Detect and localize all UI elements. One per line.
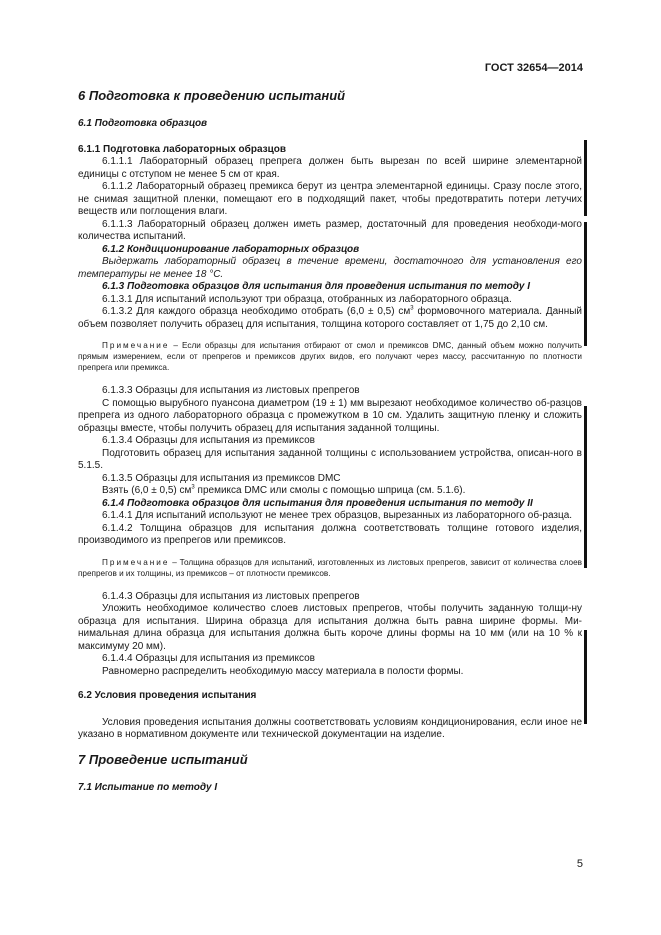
- revision-bar: [584, 406, 587, 568]
- para-6-1-3-3: С помощью вырубного пуансона диаметром (19 ± 1) мм вырезают необходимое количество об-разцов препрега из одного лабораторного образца с промежутком в 10 см. Удалить защитную пленку и сложить образцы вместе, чтобы получить образец для испытания заданной толщины.: [78, 397, 582, 434]
- para-6-1-3-2: 6.1.3.2 Для каждого образца необходимо отобрать (6,0 ± 0,5) $см^3$ формовочного материала. Данный объем позволяет получить образец для испытания, толщина которого составляет от 1,75 до 2,10 см.: [78, 305, 583, 330]
- para-6-1-3-3-title: 6.1.3.3 Образцы для испытания из листовых препрегов: [102, 385, 360, 396]
- note-6-1-4: Примечание – Толщина образцов для испытаний, изготовленных из листовых препрегов, зависит от количества слоев препрегов и их толщины, из премиксов – от плотности премиксов.: [78, 557, 582, 578]
- section-6-2-heading: 6.2 Условия проведения испытания: [78, 690, 257, 701]
- section-7-heading: 7 Проведение испытаний: [78, 751, 248, 767]
- section-7-1-heading: 7.1 Испытание по методу I: [78, 781, 218, 793]
- note-6-1-3: Примечание – Если образцы для испытания отбирают от смол и премиксов DMC, данный объем можно получить прямым измерением, если от препрегов и премиксов других видов, его получают через массу, рассчитанную по плотности препрега или премикса.: [78, 341, 582, 372]
- section-6-1-3-heading: 6.1.3 Подготовка образцов для испытания для проведения испытания по методу I: [102, 281, 531, 292]
- section-6-1-1-heading: 6.1.1 Подготовка лабораторных образцов: [78, 143, 287, 155]
- para-6-1-3-4-title: 6.1.3.4 Образцы для испытания из премиксов: [102, 435, 315, 446]
- para-6-2: Условия проведения испытания должны соответствовать условиям кондиционирования, если иное не указано в нормативном документе или технической документации на изделие.: [78, 716, 582, 740]
- para-6-1-1-1: 6.1.1.1 Лабораторный образец препрега должен быть вырезан по всей ширине элементарной единицы с отступом не менее 5 см от края.: [78, 156, 582, 180]
- para-6-1-4-2: 6.1.4.2 Толщина образцов для испытания должна соответствовать толщине готового изделия, производимого из препрегов или премиксов.: [78, 522, 582, 546]
- para-6-1-4-3-title: 6.1.4.3 Образцы для испытания из листовых препрегов: [102, 590, 360, 602]
- para-6-1-3-4: Подготовить образец для испытания заданной толщины с использованием устройства, описан-ного в 5.1.5.: [78, 447, 582, 471]
- section-6-1-heading: 6.1 Подготовка образцов: [78, 118, 208, 129]
- revision-bar: [584, 222, 587, 346]
- para-6-1-1-2: 6.1.1.2 Лабораторный образец премикса берут из центра элементарной единицы. Сразу после этого, не снимая защитной пленки, помещают его в подходящий пакет, чтобы предотвратить потери летучих веществ или поглощения влаги.: [78, 181, 582, 217]
- page-number: 5: [576, 858, 583, 870]
- standard-header: ГОСТ 32654—2014: [484, 62, 583, 74]
- para-6-1-1-3: 6.1.1.3 Лабораторный образец должен иметь размер, достаточный для проведения необходи-мого количества испытаний.: [78, 218, 582, 242]
- para-6-1-2: Выдержать лабораторный образец в течение времени, достаточного для установления его температуры не менее 18 °С.: [78, 256, 582, 280]
- section-6-1-4-heading: 6.1.4 Подготовка образцов для испытания для проведения испытания по методу II: [102, 497, 533, 509]
- section-6-1-2-heading: 6.1.2 Кондиционирование лабораторных образцов: [102, 243, 360, 255]
- document-body: [78, 88, 582, 808]
- para-6-1-3-5: Взять (6,0 ± 0,5) $см^3$ премикса DMC или смолы с помощью шприца (см. 5.1.6).: [102, 484, 466, 496]
- para-6-1-4-4-title: 6.1.4.4 Образцы для испытания из премиксов: [102, 653, 315, 664]
- para-6-1-4-3: Уложить необходимое количество слоев листовых препрегов, чтобы получить заданную толщи-ну образца для испытания. Ширина образца для испытания должна быть равна ширине формы. Ми-нимальная длина образца для испытания должна быть короче длины формы на 10 мм (или на 10 % к максимуму 20 мм).: [78, 603, 582, 652]
- para-6-1-4-4: Равномерно распределить необходимую массу материала в полости формы.: [102, 665, 464, 677]
- para-6-1-3-5-title: 6.1.3.5 Образцы для испытания из премиксов DMC: [102, 472, 341, 484]
- para-6-1-4-1: 6.1.4.1 Для испытаний используют не менее трех образцов, вырезанных из лабораторного об-разца.: [102, 510, 573, 521]
- revision-bar: [584, 140, 587, 216]
- para-6-1-3-1: 6.1.3.1 Для испытаний используют три образца, отобранных из лабораторного образца.: [102, 293, 512, 305]
- section-6-heading: 6 Подготовка к проведению испытаний: [78, 88, 346, 103]
- revision-bar: [584, 630, 587, 724]
